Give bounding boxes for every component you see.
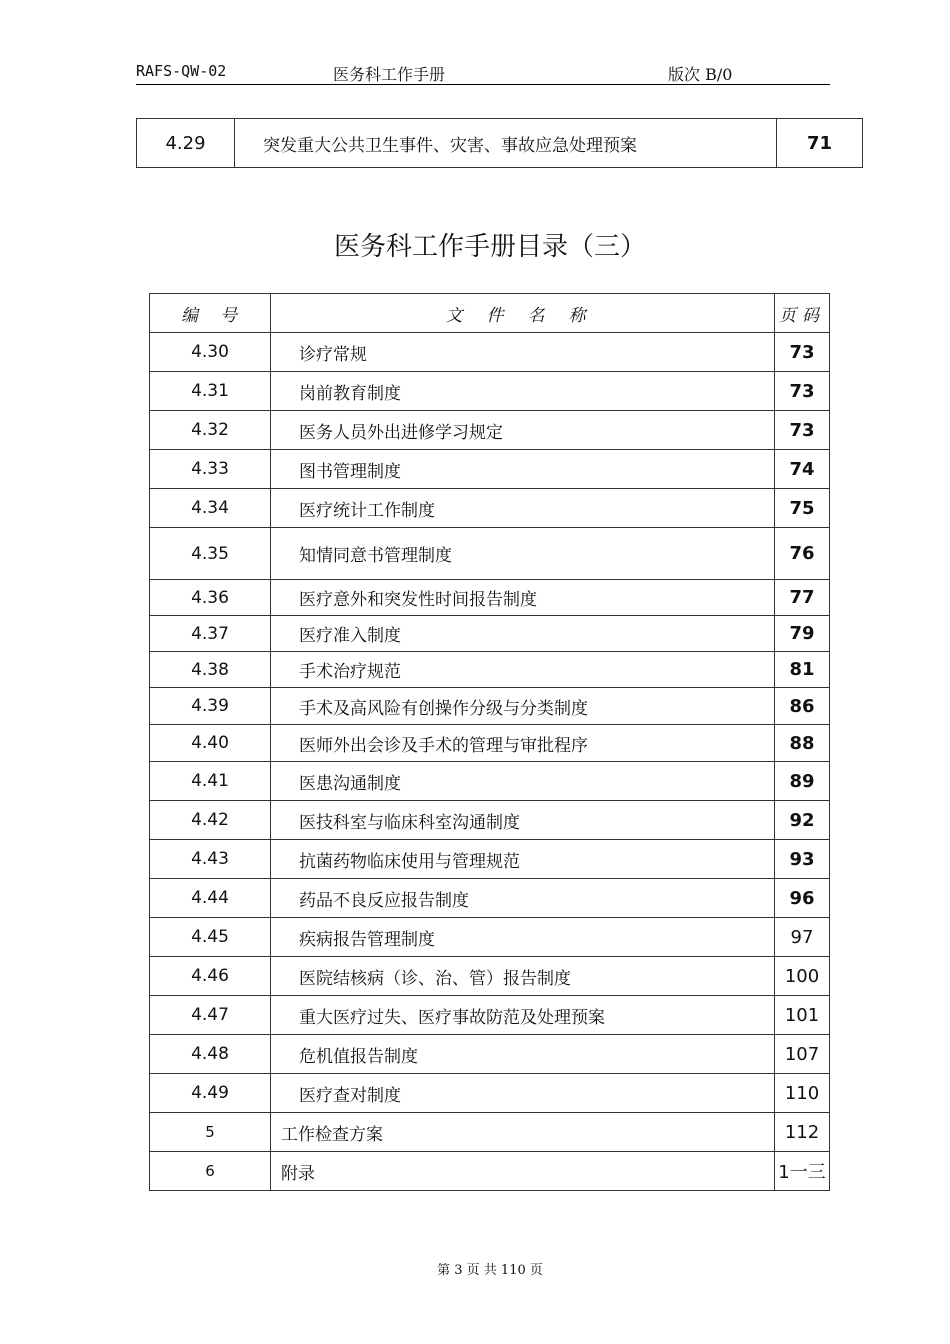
table-row (150, 725, 830, 762)
row-number: 4.34 (150, 489, 271, 528)
table-row (150, 840, 830, 879)
row-name: 工作检查方案 (271, 1113, 775, 1152)
table-row (150, 1113, 830, 1152)
row-name: 医师外出会诊及手术的管理与审批程序 (271, 725, 775, 762)
page-header (136, 58, 830, 85)
row-page: 79 (775, 616, 830, 652)
row-number: 4.43 (150, 840, 271, 879)
row-name: 医患沟通制度 (271, 762, 775, 801)
row-number: 4.39 (150, 688, 271, 725)
table-row (150, 489, 830, 528)
row-name: 突发重大公共卫生事件、灾害、事故应急处理预案 (235, 119, 777, 168)
row-name: 抗菌药物临床使用与管理规范 (271, 840, 775, 879)
table-row (150, 652, 830, 688)
row-number: 5 (150, 1113, 271, 1152)
row-name: 医疗准入制度 (271, 616, 775, 652)
page-footer: 第 3 页 共 110 页 (437, 1263, 543, 1278)
table-row (150, 616, 830, 652)
header-number: 编号 (150, 294, 271, 333)
row-page: 112 (775, 1113, 830, 1152)
row-number: 4.31 (150, 372, 271, 411)
table-row (150, 1074, 830, 1113)
row-number: 4.46 (150, 957, 271, 996)
row-number: 4.45 (150, 918, 271, 957)
table-header-row (150, 294, 830, 333)
table-row (150, 762, 830, 801)
table-row (150, 688, 830, 725)
row-page: 89 (775, 762, 830, 801)
row-name: 附录 (271, 1152, 775, 1191)
row-page: 96 (775, 879, 830, 918)
table-row (150, 372, 830, 411)
row-page: 81 (775, 652, 830, 688)
header-title: 医务科工作手册 (333, 65, 446, 84)
row-name: 岗前教育制度 (271, 372, 775, 411)
row-number: 4.30 (150, 333, 271, 372)
toc-table (149, 293, 830, 1191)
row-page: 75 (775, 489, 830, 528)
row-name: 医疗意外和突发性时间报告制度 (271, 580, 775, 616)
previous-toc-table (136, 118, 863, 168)
row-name: 医务人员外出进修学习规定 (271, 411, 775, 450)
table-row (150, 918, 830, 957)
row-number: 4.37 (150, 616, 271, 652)
row-page: 93 (775, 840, 830, 879)
row-number: 4.36 (150, 580, 271, 616)
header-page: 页码 (775, 294, 830, 333)
row-number: 4.49 (150, 1074, 271, 1113)
row-name: 医院结核病（诊、治、管）报告制度 (271, 957, 775, 996)
row-page: 107 (775, 1035, 830, 1074)
table-row (150, 333, 830, 372)
header-name: 文件名称 (271, 294, 775, 333)
row-number: 4.42 (150, 801, 271, 840)
table-row (137, 119, 863, 168)
row-number: 6 (150, 1152, 271, 1191)
row-page: 97 (775, 918, 830, 957)
row-page: 110 (775, 1074, 830, 1113)
row-number: 4.32 (150, 411, 271, 450)
row-name: 手术及高风险有创操作分级与分类制度 (271, 688, 775, 725)
row-page: 76 (775, 528, 830, 580)
row-page: 1一三 (775, 1152, 830, 1191)
row-page: 74 (775, 450, 830, 489)
row-number: 4.47 (150, 996, 271, 1035)
row-number: 4.48 (150, 1035, 271, 1074)
table-row (150, 957, 830, 996)
table-row (150, 411, 830, 450)
doc-code: RAFS-QW-02 (136, 62, 227, 80)
table-row (150, 450, 830, 489)
table-row (150, 1152, 830, 1191)
row-page: 100 (775, 957, 830, 996)
row-number: 4.40 (150, 725, 271, 762)
row-page: 86 (775, 688, 830, 725)
row-number: 4.29 (137, 119, 235, 168)
row-name: 危机值报告制度 (271, 1035, 775, 1074)
row-name: 图书管理制度 (271, 450, 775, 489)
row-name: 医疗查对制度 (271, 1074, 775, 1113)
row-name: 重大医疗过失、医疗事故防范及处理预案 (271, 996, 775, 1035)
version-label: 版次 B/0 (668, 65, 733, 84)
page-title: 医务科工作手册目录（三） (333, 232, 646, 262)
row-number: 4.35 (150, 528, 271, 580)
table-row (150, 879, 830, 918)
row-number: 4.38 (150, 652, 271, 688)
row-name: 知情同意书管理制度 (271, 528, 775, 580)
table-row (150, 801, 830, 840)
row-name: 诊疗常规 (271, 333, 775, 372)
row-name: 疾病报告管理制度 (271, 918, 775, 957)
row-number: 4.33 (150, 450, 271, 489)
row-name: 医技科室与临床科室沟通制度 (271, 801, 775, 840)
row-page: 92 (775, 801, 830, 840)
row-number: 4.44 (150, 879, 271, 918)
row-page: 101 (775, 996, 830, 1035)
table-row (150, 1035, 830, 1074)
row-page: 88 (775, 725, 830, 762)
row-name: 手术治疗规范 (271, 652, 775, 688)
row-name: 药品不良反应报告制度 (271, 879, 775, 918)
row-page: 77 (775, 580, 830, 616)
table-row (150, 580, 830, 616)
row-page: 73 (775, 411, 830, 450)
row-name: 医疗统计工作制度 (271, 489, 775, 528)
row-page: 73 (775, 372, 830, 411)
row-number: 4.41 (150, 762, 271, 801)
table-row (150, 528, 830, 580)
row-page: 71 (777, 119, 863, 168)
row-page: 73 (775, 333, 830, 372)
table-row (150, 996, 830, 1035)
